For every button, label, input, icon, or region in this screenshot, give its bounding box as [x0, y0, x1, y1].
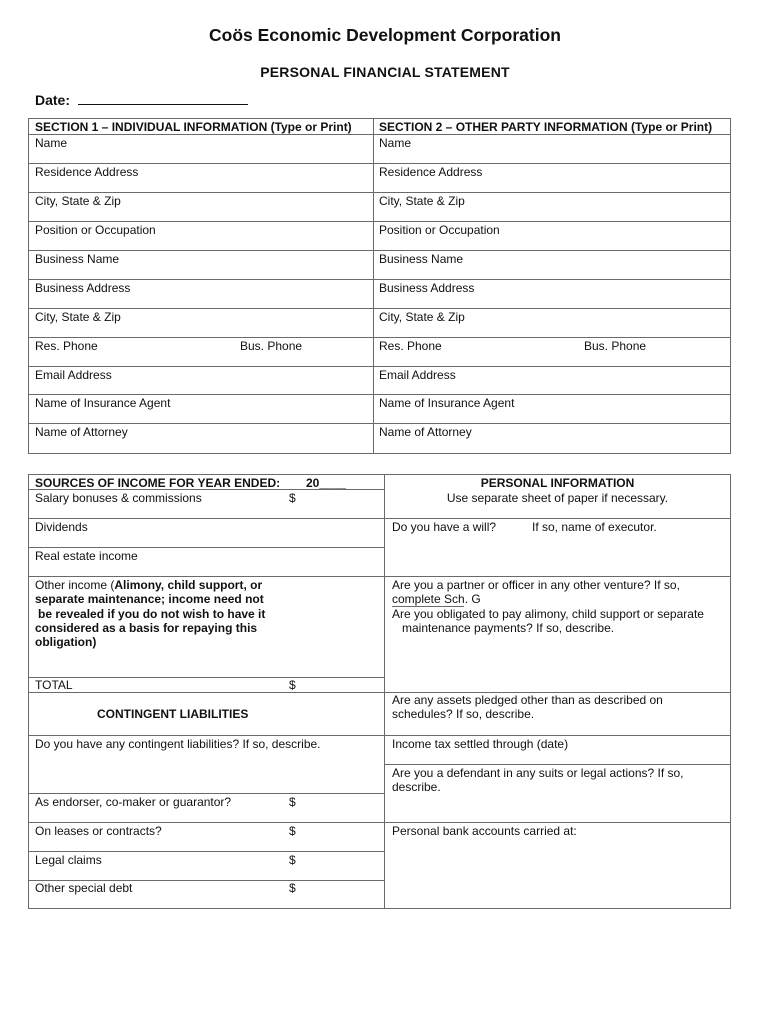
s1-business-address-field[interactable]: Business Address [35, 281, 131, 295]
partner-question-line1[interactable]: Are you a partner or officer in any other venture? If so, [392, 578, 680, 592]
date-label: Date: [35, 92, 71, 108]
income-year-field[interactable]: 20____ [306, 476, 347, 490]
legal-claims-dollar: $ [289, 853, 296, 867]
other-income-note-3: be revealed if you do not wish to have it [38, 607, 266, 621]
s1-bus-phone-field[interactable]: Bus. Phone [240, 339, 303, 353]
s1-name-field[interactable]: Name [35, 136, 68, 150]
executor-field[interactable]: If so, name of executor. [532, 520, 657, 534]
dividends-field[interactable]: Dividends [35, 520, 88, 534]
s2-insurance-agent-field[interactable]: Name of Insurance Agent [379, 396, 515, 410]
s2-res-phone-field[interactable]: Res. Phone [379, 339, 442, 353]
s1-attorney-field[interactable]: Name of Attorney [35, 425, 128, 439]
s1-business-name-field[interactable]: Business Name [35, 252, 120, 266]
income-tax-field[interactable]: Income tax settled through (date) [392, 737, 569, 751]
s2-bus-phone-field[interactable]: Bus. Phone [584, 339, 647, 353]
other-special-debt-dollar: $ [289, 881, 296, 895]
s2-name-field[interactable]: Name [379, 136, 412, 150]
partner-question-line2: complete Sch. G [392, 592, 481, 606]
s2-attorney-field[interactable]: Name of Attorney [379, 425, 472, 439]
total-field[interactable]: TOTAL [35, 678, 73, 692]
leases-field[interactable]: On leases or contracts? [35, 824, 162, 838]
legal-claims-field[interactable]: Legal claims [35, 853, 102, 867]
assets-pledged-line1[interactable]: Are any assets pledged other than as described on [392, 693, 663, 707]
s1-business-city-state-zip-field[interactable]: City, State & Zip [35, 310, 121, 324]
s1-res-phone-field[interactable]: Res. Phone [35, 339, 98, 353]
s2-email-field[interactable]: Email Address [379, 368, 456, 382]
defendant-question-line2: describe. [392, 780, 441, 794]
personal-info-note: Use separate sheet of paper if necessary. [446, 491, 669, 505]
s1-email-field[interactable]: Email Address [35, 368, 112, 382]
s2-business-city-state-zip-field[interactable]: City, State & Zip [379, 310, 465, 324]
section1-heading: SECTION 1 – INDIVIDUAL INFORMATION (Type or Print) [35, 120, 352, 134]
other-income-label: Other income ( [35, 578, 115, 592]
contingent-liabilities-heading: CONTINGENT LIABILITIES [97, 707, 249, 721]
will-field[interactable]: Do you have a will? [392, 520, 497, 534]
other-income-field[interactable] [35, 578, 262, 592]
s2-business-address-field[interactable]: Business Address [379, 281, 475, 295]
s2-city-state-zip-field[interactable]: City, State & Zip [379, 194, 465, 208]
salary-dollar: $ [289, 491, 296, 505]
other-income-note-1: Alimony, child support, or [114, 578, 263, 592]
income-heading: SOURCES OF INCOME FOR YEAR ENDED: [35, 476, 281, 490]
contingent-question-field[interactable]: Do you have any contingent liabilities? If so, describe. [35, 737, 321, 751]
assets-pledged-line2: schedules? If so, describe. [392, 707, 535, 721]
organization-title: Coös Economic Development Corporation [209, 25, 561, 45]
real-estate-income-field[interactable]: Real estate income [35, 549, 138, 563]
s2-occupation-field[interactable]: Position or Occupation [379, 223, 500, 237]
date-blank-line[interactable] [78, 94, 248, 105]
endorser-field[interactable]: As endorser, co-maker or guarantor? [35, 795, 232, 809]
s2-residence-address-field[interactable]: Residence Address [379, 165, 483, 179]
leases-dollar: $ [289, 824, 296, 838]
date-field[interactable] [35, 92, 248, 108]
s2-business-name-field[interactable]: Business Name [379, 252, 464, 266]
other-special-debt-field[interactable]: Other special debt [35, 881, 133, 895]
salary-field[interactable]: Salary bonuses & commissions [35, 491, 202, 505]
endorser-dollar: $ [289, 795, 296, 809]
s1-city-state-zip-field[interactable]: City, State & Zip [35, 194, 121, 208]
alimony-question-line1[interactable]: Are you obligated to pay alimony, child support or separate [392, 607, 704, 621]
personal-info-heading: PERSONAL INFORMATION [480, 476, 635, 490]
s1-occupation-field[interactable]: Position or Occupation [35, 223, 156, 237]
other-income-note-4: considered as a basis for repaying this [35, 621, 258, 635]
section2-heading: SECTION 2 – OTHER PARTY INFORMATION (Type or Print) [379, 120, 713, 134]
other-income-note-2: separate maintenance; income need not [35, 592, 264, 606]
document-title: PERSONAL FINANCIAL STATEMENT [260, 64, 510, 80]
s1-residence-address-field[interactable]: Residence Address [35, 165, 139, 179]
total-dollar: $ [289, 678, 296, 692]
s1-insurance-agent-field[interactable]: Name of Insurance Agent [35, 396, 171, 410]
defendant-question-line1[interactable]: Are you a defendant in any suits or legal actions? If so, [392, 766, 684, 780]
other-income-note-5: obligation) [35, 635, 97, 649]
alimony-question-line2: maintenance payments? If so, describe. [402, 621, 615, 635]
bank-accounts-field[interactable]: Personal bank accounts carried at: [392, 824, 577, 838]
